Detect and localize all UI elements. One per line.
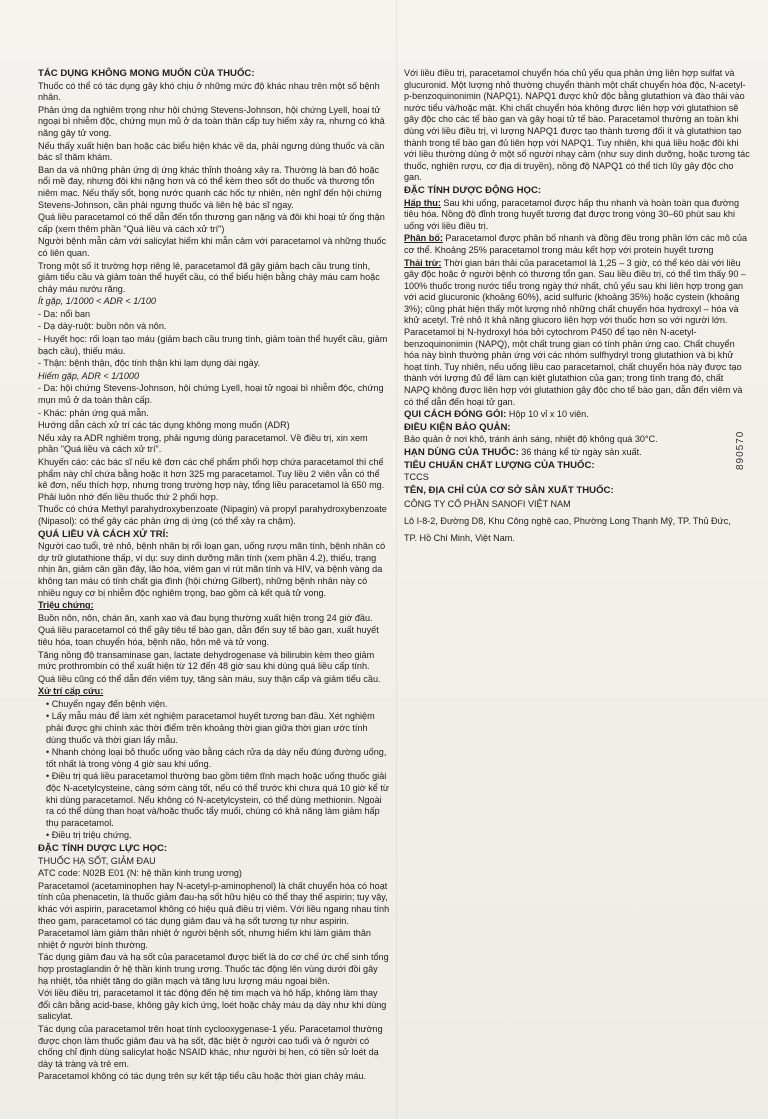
atc-code: ATC code: N02B E01 (N: hệ thần kinh trung ương) xyxy=(38,868,242,879)
overdose-intro: Người cao tuổi, trẻ nhỏ, bệnh nhân bị rối loạn gan, uống rượu mãn tính, bệnh nhân có dự trữ glutathione thấp, ví dụ: suy dinh dưỡng mãn tính (xem phần 4.2), thiếu, trạng nhịn ăn, giảm cân gần đây, lão hóa, viêm gan vi rút mãn tính và HIV, và bệnh vàng da không tan máu có tính chất gia đình (hội chứng Gilbert), những bệnh nhân này có nhiều nguy cơ bị nhiễm độc nghiêm trọng, bao gồm cả kết quả tử vong. xyxy=(38,541,386,598)
manufacturer-address: TP. Hồ Chí Minh, Việt Nam. xyxy=(404,532,515,543)
distribution-text: Paracetamol được phân bố nhanh và đồng đều trong phần lớn các mô của cơ thể. Khoảng 25% paracetamol trong máu kết hợp với protein huyết tương xyxy=(404,233,748,255)
emergency-item: • Chuyển ngay đến bệnh viện. xyxy=(46,698,168,709)
shelf-line xyxy=(404,447,750,459)
packing-title: QUI CÁCH ĐÓNG GÓI: xyxy=(404,409,507,421)
side-effects-para: Nếu thấy xuất hiện ban hoặc các biểu hiện khác về da, phải ngưng dùng thuốc và cần bác sĩ thăm khám. xyxy=(38,140,385,163)
absorption-text: Sau khi uống, paracetamol được hấp thu nhanh và hoàn toàn qua đường tiêu hóa. Nồng độ đỉnh trong huyết tương đạt được trong vòng 30–60 phút sau khi uống với liều điều trị. xyxy=(404,197,740,231)
symptom-item: Quá liều paracetamol có thể gây tiêu tế bào gan, dẫn đến suy tế bào gan, xuất huyết tiêu hóa, toan chuyển hóa, bệnh não, hôn mê và tử vong. xyxy=(38,625,379,647)
absorption-para xyxy=(404,198,750,233)
drug-group: THUỐC HẠ SỐT, GIẢM ĐAU xyxy=(38,855,156,866)
pharmacodynamics-para: Tác dụng giảm đau và hạ sốt của paracetamol được biết là do cơ chế ức chế sinh tổng hợp prostaglandin ở hệ thần kinh trung ương. Thuốc tác động lên vùng dưới đồi gây hạ nhiệt, tỏa nhiệt tăng do giãn mạch và tăng lưu lượng máu ngoại biên. xyxy=(38,952,389,986)
metabolism-para: Với liều điều trị, paracetamol chuyển hóa chủ yếu qua phản ứng liên hợp sulfat và glucuronid. Một lượng nhỏ thường chuyển thành một chất chuyển hóa độc, N-acetyl-p-benzoquinonimin (NAPQ1). NAPQ1 được khử độc bằng glutathion và đào thải vào nước tiểu và/hoặc mật. Khi chất chuyển hóa không được liên hợp với glutathion sẽ gây độc cho các tế bào gan và gây hoại tử tế bào. Paracetamol thường an toàn khi dùng với liều điều trị, vì lượng NAPQ1 được tạo thành tương đối ít và glutathion tạo thành trong tế bào gan đủ liên hợp với NAPQ1. Tuy nhiên, khi quá liều hoặc đôi khi với liều thường dùng ở một số người nhạy cảm (như suy dinh dưỡng, hoặc tương tác thuốc, nghiện rượu, cơ địa di truyền), nồng độ NAPQ1 có thể tích lũy gây độc cho gan. xyxy=(404,68,750,183)
symptom-item: Tăng nồng độ transaminase gan, lactate dehydrogenase và bilirubin kèm theo giảm mức prothrombin có thể xuất hiện từ 12 đến 48 giờ sau khi dùng quá liều cấp tính. xyxy=(38,649,375,672)
overdose-title: QUÁ LIỀU VÀ CÁCH XỬ TRÍ: xyxy=(38,528,169,540)
side-effects-para: Phản ứng da nghiêm trọng như hội chứng Stevens-Johnson, hội chứng Lyell, hoại tử ngoại bì nhiễm độc, chứng mụn mủ ở da toàn thân cấp tuy hiếm xảy ra, nhưng có khả năng gây tử vong. xyxy=(38,104,385,138)
very-rare-item: - Da: hội chứng Stevens-Johnson, hội chứng Lyell, hoại tử ngoại bì nhiễm độc, chứng mụn mủ ở da toàn thân cấp. xyxy=(38,383,384,406)
left-column xyxy=(38,68,390,1084)
very-rare-item: - Khác: phản ứng quá mẫn. xyxy=(38,407,149,418)
emergency-title: Xử trí cấp cứu: xyxy=(38,686,104,697)
pharmacodynamics-title: ĐẶC TÍNH DƯỢC LỰC HỌC: xyxy=(38,843,168,854)
symptoms-title: Triệu chứng: xyxy=(38,600,94,611)
right-column xyxy=(404,68,750,545)
pharmacodynamics-para: Paracetamol làm giảm thân nhiệt ở người bệnh sốt, nhưng hiếm khi làm giảm thân nhiệt ở người bình thường. xyxy=(38,928,371,950)
symptom-item: Quá liều cũng có thể dẫn đến viêm tụy, tăng sản máu, suy thận cấp và giảm tiểu cầu. xyxy=(38,673,381,684)
very-rare-label: Hiếm gặp, ADR < 1/1000 xyxy=(38,370,140,381)
side-effects-title: TÁC DỤNG KHÔNG MONG MUỐN CỦA THUỐC: xyxy=(38,68,255,79)
pharmacodynamics-para: Tác dụng của paracetamol trên hoạt tính cyclooxygenase-1 yếu. Paracetamol thường được chọn làm thuốc giảm đau và hạ sốt, đặc biệt ở người cao tuổi và ở người có chống chỉ định dùng salicylat hoặc NSAID khác, như người bị hen, có tiền sử loét dạ dày tá tràng và trẻ em. xyxy=(38,1023,383,1069)
pharmacodynamics-para: Paracetamol (acetaminophen hay N-acetyl-p-aminophenol) là chất chuyển hóa có hoạt tính của phenacetin, là thuốc giảm đau-hạ sốt hữu hiệu có thể thay thế aspirin; tuy vậy, khác với aspirin, paracetamol không có hiệu quả điều trị viêm. Với liều ngang nhau tính theo gam, paracetamol có tác dụng giảm đau và hạ sốt tương tự như aspirin. xyxy=(38,880,390,926)
side-code: 890570 xyxy=(735,430,746,470)
storage-title: ĐIỀU KIỆN BẢO QUẢN: xyxy=(404,421,511,433)
emergency-item: • Lấy mẫu máu để làm xét nghiệm paracetamol huyết tương ban đầu. Xét nghiệm phải được ghi chính xác thời điểm trên khoảng thời gian giữa thời gian ước tính dùng thuốc và thời gian lấy mẫu. xyxy=(46,711,375,745)
pharmacodynamics-para: Paracetamol không có tác dụng trên sự kết tập tiểu cầu hoặc thời gian chảy máu. xyxy=(38,1071,366,1082)
side-effects-para: Quá liều paracetamol có thể dẫn đến tổn thương gan nặng và đôi khi hoại tử ống thận cấp (xem thêm phần "Quá liều và cách xử trí") xyxy=(38,212,385,234)
side-effects-para: Thuốc có thể có tác dụng gây khó chịu ở những mức độ khác nhau trên một số bệnh nhân. xyxy=(38,80,380,103)
rare-item: - Huyết học: rối loạn tạo máu (giảm bạch cầu trung tính, giảm toàn thể huyết cầu, giảm bạch cầu), thiếu máu. xyxy=(38,334,388,356)
shelf-text: 36 tháng kể từ ngày sản xuất. xyxy=(518,447,642,457)
side-effects-para: Trong một số ít trường hợp riêng lẻ, paracetamol đã gây giảm bạch cầu trung tính, giảm tiểu cầu và giảm toàn thể huyết cầu, có thể biểu hiện bằng chảy máu cam hoặc chảy máu nướu răng. xyxy=(38,260,380,294)
manufacturer-title: TÊN, ĐỊA CHỈ CỦA CƠ SỞ SẢN XUẤT THUỐC: xyxy=(404,484,614,496)
standard-text: TCCS xyxy=(404,472,429,483)
rare-item: - Thận: bệnh thận, độc tính thận khi lạm dụng dài ngày. xyxy=(38,358,261,369)
elimination-label: Thải trừ: xyxy=(404,257,442,268)
side-effects-para: Ban da và những phản ứng dị ứng khác thỉnh thoảng xảy ra. Thường là ban đỏ hoặc nổi mề đay, nhưng đôi khi nặng hơn và có thể kèm theo sốt do thuốc và thương tổn niêm mạc. Nếu thấy sốt, bọng nước quanh các hốc tự nhiên, nên nghĩ đến hội chứng Stevens-Johnson, cần phải ngưng thuốc và liên hệ bác sĩ ngay. xyxy=(38,164,382,210)
emergency-item: • Điều trị triệu chứng. xyxy=(46,830,132,841)
elimination-para xyxy=(404,258,750,409)
side-effects-tail: Nếu xảy ra ADR nghiêm trọng, phải ngưng dùng paracetamol. Về điều trị, xin xem phần "Quá liều và cách xử trí". xyxy=(38,432,368,455)
packing-line xyxy=(404,409,750,421)
manufacturer-name: CÔNG TY CỔ PHẦN SANOFI VIỆT NAM xyxy=(404,499,571,510)
emergency-item: • Điều trị quá liều paracetamol thường bao gồm tiêm tĩnh mạch hoặc uống thuốc giải độc N-acetylcysteine, càng sớm càng tốt, nếu có thể trước khi chưa quá 10 giờ kể từ khi dùng paracetamol. Nếu không có N-acetylcystein, có thể dùng methionin. Ngoài ra có thể dùng than hoạt và/hoặc thuốc tẩy muối, chúng có khả năng làm giảm hấp thụ paracetamol. xyxy=(46,771,389,828)
side-effects-para: Người bệnh mẫn cảm với salicylat hiếm khi mẫn cảm với paracetamol và những thuốc có liên quan. xyxy=(38,236,386,258)
emergency-item: • Nhanh chóng loại bỏ thuốc uống vào bằng cách rửa dạ dày nếu đúng đường uống, tốt nhất là trong vòng 4 giờ sau khi uống. xyxy=(46,747,387,769)
side-effects-tail: Thuốc có chứa Methyl parahydroxybenzoate (Nipagin) và propyl parahydroxybenzoate (Nipasol): có thể gây các phản ứng dị ứng (có thể xảy ra chậm). xyxy=(38,504,387,526)
packing-text: Hộp 10 vỉ x 10 viên. xyxy=(506,409,589,420)
rare-item: - Da: nổi ban xyxy=(38,308,91,319)
paper-fold xyxy=(396,0,397,1119)
pharmacodynamics-para: Với liều điều trị, paracetamol ít tác động đến hệ tim mạch và hô hấp, không làm thay đổi cân bằng acid-base, không gây kích ứng, loét hoặc chảy máu dạ dày như khi dùng salicylat. xyxy=(38,988,387,1022)
elimination-text: Thời gian bán thải của paracetamol là 1,25 – 3 giờ, có thể kéo dài với liều gây độc hoặc ở người bệnh có thương tổn gan. Sau liều điều trị, có thể tìm thấy 90 – 100% thuốc trong nước tiểu trong ngày thứ nhất, chủ yếu sau khi liên hợp trong gan với acid glucuronic (khoảng 60%), acid sulfuric (khoảng 35%) hoặc cystein (khoảng 3%); cũng phát hiện thấy một lượng nhỏ những chất chuyển hóa hydroxyl – hóa và khử acetyl. Trẻ nhỏ ít khả năng glucoro liên hợp với thuốc hơn so với người lớn. Paracetamol bị N-hydroxyl hóa bởi cytochrom P450 để tạo nên N-acetyl-benzoquinonimin (NAPQ), một chất trung gian có tính phản ứng cao. Chất chuyển hóa này bình thường phản ứng với các nhóm sulfhydryl trong glutathion và bị khử hoạt tính. Tuy nhiên, nếu uống liều cao paracetamol, chất chuyển hóa này được tạo thành với lượng đủ để làm cạn kiệt glutathion của gan; trong tình trạng đó, chất NAPQ không được liên hợp với glutathion gây độc cho tế bào gan, dẫn đến viêm và có thể dẫn đến hoại tử gan. xyxy=(404,257,746,407)
shelf-title: HẠN DÙNG CỦA THUỐC: xyxy=(404,447,519,458)
distribution-para xyxy=(404,233,750,256)
side-effects-tail: Khuyến cáo: các bác sĩ nếu kê đơn các chế phẩm phối hợp chứa paracetamol thì chế phẩm này chỉ chứa bằng hoặc ít hơn 325 mg paracetamol. Tuy liều 2 viên vẫn có thể kê đơn, nếu thích hợp, nhưng trong trường hợp này, tổng liều paracetamol là 650 mg. Phải luôn nhớ đến liều thuốc thứ 2 phối hợp. xyxy=(38,457,385,502)
rare-item: - Dạ dày-ruột: buồn nôn và nôn. xyxy=(38,321,167,332)
absorption-label: Hấp thu: xyxy=(404,197,441,208)
rare-label: Ít gặp, 1/1000 < ADR < 1/100 xyxy=(38,296,156,307)
standard-title: TIÊU CHUẨN CHẤT LƯỢNG CỦA THUỐC: xyxy=(404,459,595,471)
pharmacokinetics-title: ĐẶC TÍNH DƯỢC ĐỘNG HỌC: xyxy=(404,184,542,196)
side-effects-tail: Hướng dẫn cách xử trí các tác dụng không mong muốn (ADR) xyxy=(38,420,290,431)
storage-text: Bảo quản ở nơi khô, tránh ánh sáng, nhiệt độ không quá 30°C. xyxy=(404,434,658,445)
distribution-label: Phân bố: xyxy=(404,233,443,244)
symptom-item: Buồn nôn, nôn, chán ăn, xanh xao và đau bụng thường xuất hiện trong 24 giờ đầu. xyxy=(38,612,373,623)
manufacturer-address: Lô I-8-2, Đường D8, Khu Công nghệ cao, Phường Long Thạnh Mỹ, TP. Thủ Đức, xyxy=(404,515,731,526)
